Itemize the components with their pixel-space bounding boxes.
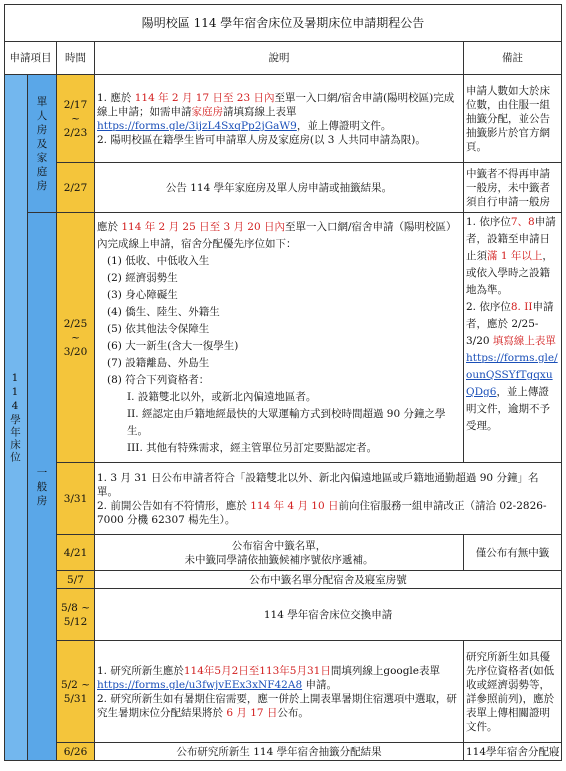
r8-form-link[interactable]: https://forms.gle/u3fwjvEEx3xNF42A8 (97, 678, 303, 691)
r4-time: 3/31 (57, 463, 95, 535)
r3-sub-2: II. 經認定由戶籍地經最快的大眾運輸方式到校時間超過 90 分鐘之學生。 (127, 407, 446, 437)
r3-item-7: (7) 設籍離島、外島生 (107, 356, 210, 369)
section-year-bed-label: 114學年床位 (9, 371, 21, 464)
r3-note-2: 2. 依序位8. II申請者，應於 2/25-3/20 填寫線上表單 https://forms.gle/ounQSSYfTgqxuQDg6，並上傳證明文件，逾期不予受理。 (466, 301, 558, 432)
r4-desc (95, 463, 562, 535)
r4-desc-item2: 2. 前開公告如有不符情形，應於 114 年 4 月 10 日前向住宿服務一組申請改正（請洽 02-2826-7000 分機 62307 楊先生）。 (97, 499, 547, 526)
r3-form-link[interactable]: https://forms.gle/ounQSSYfTgqxuQDg6 (466, 352, 558, 398)
r5-time: 4/21 (57, 535, 95, 571)
r5-desc: 公布宿舍中籤名單， 未中籤同學請依抽籤候補序號依序遞補。 (95, 535, 464, 571)
header-desc: 說明 (95, 42, 464, 75)
r9-desc: 公布研究所新生 114 學年宿舍抽籤分配結果 (95, 743, 464, 761)
r4-desc-item1: 1. 3 月 31 日公布申請者符合「設籍雙北以外、新北內偏遠地區或戶籍地通勤超過 90 分鐘」名單。 (97, 471, 539, 498)
r8-desc-item2: 2. 研究所新生如有暑期住宿需要，應一併於上開表單暑期住宿選項中選取，研究生暑期床位分配結果將於 6 月 17 日公布。 (97, 692, 457, 719)
r7-time: 5/8 ~ 5/12 (57, 589, 95, 641)
schedule-table (4, 4, 562, 761)
header-time: 時間 (57, 42, 95, 75)
r3-item-6: (6) 大一新生(含大一復學生) (107, 339, 239, 352)
announcement-table-wrapper (4, 4, 561, 767)
r3-sub-3: III. 其他有特殊需求，經主管單位另訂定要點認定者。 (127, 441, 378, 454)
r3-item-3: (3) 身心障礙生 (107, 288, 178, 301)
r1-note: 申請人數如大於床位數，由住服一組抽籤分配，並公告抽籤影片於官方網頁。 (464, 75, 562, 163)
r7-desc: 114 學年宿舍床位交換申請 (95, 589, 562, 641)
r8-note: 研究所新生如具優先序位資格者(如低收或經濟弱勢等，詳參照前列)，應於表單上傳相關證明文件。 (464, 641, 562, 743)
section-year-bed (5, 75, 28, 761)
r3-item-4: (4) 僑生、陸生、外籍生 (107, 305, 220, 318)
r2-note: 中籤者不得再申請一般房，未中籤者須自行申請一般房 (464, 163, 562, 213)
section-single-label: 單人房及家庭房 (36, 95, 48, 192)
section-single (28, 75, 57, 213)
r3-intro: 應於 114 年 2 月 25 日至 3 月 20 日內至單一入口網/宿舍申請（陽明校區）內完成線上申請，宿舍分配優先序位如下： (97, 220, 457, 250)
r3-time: 2/25 ~ 3/20 (57, 213, 95, 463)
r9-note: 114學年宿舍分配寢 (464, 743, 562, 761)
r2-time: 2/27 (57, 163, 95, 213)
r1-desc-item1: 1. 應於 114 年 2 月 17 日至 23 日內至單一入口網/宿舍申請(陽明校區)完成線上申請；如需申請家庭房請填寫線上表單 https://forms.gle/3ijzL4SxqPp2jGaW9，並上傳證明文件。 (97, 91, 455, 132)
r3-item-5: (5) 依其他法令保障生 (107, 322, 210, 335)
r5-note: 僅公布有無中籤 (464, 535, 562, 571)
section-general (28, 213, 57, 761)
r1-desc (95, 75, 464, 163)
r3-desc (95, 213, 464, 463)
header-note: 備註 (464, 42, 562, 75)
r2-desc: 公告 114 學年家庭房及單人房申請或抽籤結果。 (95, 163, 464, 213)
r3-item-1: (1) 低收、中低收入生 (107, 254, 210, 267)
r9-time: 6/26 (57, 743, 95, 761)
r3-sub-1: I. 設籍雙北以外，或新北內偏遠地區者。 (127, 390, 317, 403)
r1-time: 2/17 ~ 2/23 (57, 75, 95, 163)
r3-note (464, 213, 562, 463)
r1-form-link[interactable]: https://forms.gle/3ijzL4SxqPp2jGaW9 (97, 119, 297, 132)
header-item: 申請項目 (5, 42, 57, 75)
r6-desc: 公布中籤名單分配宿舍及寢室房號 (95, 571, 562, 589)
r3-item-2: (2) 經濟弱勢生 (107, 271, 178, 284)
section-general-label: 一般房 (36, 466, 48, 507)
r6-time: 5/7 (57, 571, 95, 589)
r1-desc-item2: 2. 陽明校區在籍學生皆可申請單人房及家庭房(以 3 人共同申請為限)。 (97, 133, 426, 146)
r3-item-8: (8) 符合下列資格者： (107, 373, 210, 386)
r8-desc-item1: 1. 研究所新生應於114年5月2日至113年5月31日間填列線上google表單 https://forms.gle/u3fwjvEEx3xNF42A8 申請。 (97, 664, 441, 691)
r3-note-1: 1. 依序位7、8申請者，設籍至申請日止須滿 1 年以上，或依入學時之設籍地為準。 (466, 216, 556, 296)
r8-desc (95, 641, 464, 743)
page-title: 陽明校區 114 學年宿舍床位及暑期床位申請期程公告 (5, 5, 562, 42)
r8-time: 5/2 ~ 5/31 (57, 641, 95, 743)
